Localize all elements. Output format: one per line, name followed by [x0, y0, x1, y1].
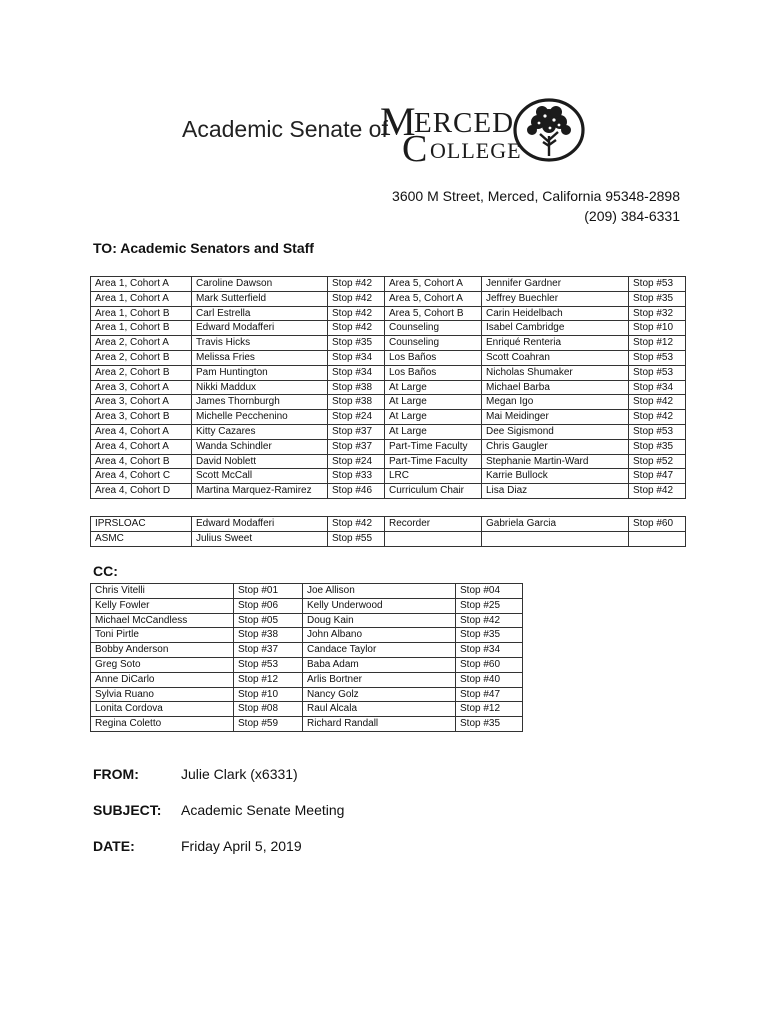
table-cell: Area 2, Cohort B — [91, 350, 192, 365]
table-cell: Nancy Golz — [303, 687, 456, 702]
table-row — [91, 291, 686, 306]
table-cell: Area 1, Cohort A — [91, 291, 192, 306]
table-cell: Kelly Underwood — [303, 598, 456, 613]
table-cell: Area 5, Cohort B — [385, 306, 482, 321]
table-cell: Area 4, Cohort A — [91, 439, 192, 454]
logo-initial-c: C — [402, 128, 428, 170]
table-cell: At Large — [385, 380, 482, 395]
table-cell: Stop #42 — [456, 613, 523, 628]
table-cell: Dee Sigismond — [482, 424, 629, 439]
table-cell: Stop #33 — [328, 469, 385, 484]
date-label: DATE: — [93, 838, 135, 854]
table-cell: Martina Marquez-Ramirez — [192, 484, 328, 499]
table-cell: Stop #42 — [328, 321, 385, 336]
table-cell: Stop #35 — [456, 717, 523, 732]
page-title: Academic Senate of — [182, 116, 388, 142]
table-cell: James Thornburgh — [192, 395, 328, 410]
table-row — [91, 410, 686, 425]
table-cell: Stop #47 — [629, 469, 686, 484]
table-cell: Stop #42 — [328, 277, 385, 292]
table-cell: Stop #53 — [629, 365, 686, 380]
table-cell: Area 2, Cohort A — [91, 336, 192, 351]
table-row — [91, 657, 523, 672]
table-row — [91, 717, 523, 732]
table-cell: Michael Barba — [482, 380, 629, 395]
table-cell: Gabriela Garcia — [482, 517, 629, 532]
table-row — [91, 517, 686, 532]
phone-number: (209) 384-6331 — [584, 208, 680, 224]
table-cell: Stop #60 — [456, 657, 523, 672]
table-cell: Stop #25 — [456, 598, 523, 613]
table-cell: Julius Sweet — [192, 531, 328, 546]
table-cell: Curriculum Chair — [385, 484, 482, 499]
table-cell: Stop #60 — [629, 517, 686, 532]
date-value: Friday April 5, 2019 — [181, 838, 302, 854]
table-cell: At Large — [385, 395, 482, 410]
table-cell: Edward Modafferi — [192, 321, 328, 336]
table-cell: Stop #35 — [328, 336, 385, 351]
table-cell: Part-Time Faculty — [385, 439, 482, 454]
table-cell: Stop #47 — [456, 687, 523, 702]
table-cell: Anne DiCarlo — [91, 672, 234, 687]
table-cell: Arlis Bortner — [303, 672, 456, 687]
table-cell: Stop #38 — [234, 628, 303, 643]
table-cell: Counseling — [385, 336, 482, 351]
table-cell: Area 1, Cohort B — [91, 306, 192, 321]
table-row — [91, 702, 523, 717]
table-cell: Pam Huntington — [192, 365, 328, 380]
table-cell: Sylvia Ruano — [91, 687, 234, 702]
subject-value: Academic Senate Meeting — [181, 802, 345, 818]
table-cell: Mai Meidinger — [482, 410, 629, 425]
table-cell: Scott McCall — [192, 469, 328, 484]
table-cell: Los Baños — [385, 365, 482, 380]
table-row — [91, 306, 686, 321]
table-cell: Nikki Maddux — [192, 380, 328, 395]
table-cell: Raul Alcala — [303, 702, 456, 717]
table-cell: Enriqué Renteria — [482, 336, 629, 351]
table-cell: At Large — [385, 410, 482, 425]
table-cell: Stop #42 — [629, 410, 686, 425]
table-cell: Greg Soto — [91, 657, 234, 672]
table-cell: Stop #34 — [629, 380, 686, 395]
table-cell: Stop #38 — [328, 395, 385, 410]
table-cell: Stop #12 — [629, 336, 686, 351]
logo-word-erced: ERCED — [414, 107, 515, 139]
table-cell: Stop #53 — [629, 350, 686, 365]
table-cell: Toni Pirtle — [91, 628, 234, 643]
table-cell: John Albano — [303, 628, 456, 643]
table-cell: Area 4, Cohort C — [91, 469, 192, 484]
table-cell: Stop #53 — [629, 424, 686, 439]
table-cell: Recorder — [385, 517, 482, 532]
table-cell: Area 5, Cohort A — [385, 291, 482, 306]
senators-table — [90, 276, 686, 499]
table-cell: Baba Adam — [303, 657, 456, 672]
subject-label: SUBJECT: — [93, 802, 162, 818]
table-cell: Mark Sutterfield — [192, 291, 328, 306]
table-cell: Doug Kain — [303, 613, 456, 628]
table-cell: Jennifer Gardner — [482, 277, 629, 292]
additional-recipients-table — [90, 516, 686, 547]
table-row — [91, 628, 523, 643]
table-cell: Stop #46 — [328, 484, 385, 499]
table-cell: Area 2, Cohort B — [91, 365, 192, 380]
table-cell: Regina Coletto — [91, 717, 234, 732]
table-cell: Stop #12 — [456, 702, 523, 717]
table-row — [91, 687, 523, 702]
table-cell: Stop #37 — [328, 439, 385, 454]
from-label: FROM: — [93, 766, 139, 782]
table-row — [91, 439, 686, 454]
table-cell: Chris Vitelli — [91, 584, 234, 599]
table-cell: Stop #42 — [328, 291, 385, 306]
table-cell: Stop #37 — [234, 643, 303, 658]
table-cell: Area 3, Cohort A — [91, 380, 192, 395]
table-cell: Stop #42 — [328, 306, 385, 321]
cc-table — [90, 583, 523, 732]
street-address: 3600 M Street, Merced, California 95348-2898 — [392, 188, 680, 204]
table-cell: Stop #55 — [328, 531, 385, 546]
table-cell: Stop #34 — [456, 643, 523, 658]
to-heading: TO: Academic Senators and Staff — [93, 240, 314, 256]
table-cell: Stop #42 — [328, 517, 385, 532]
table-cell: Michael McCandless — [91, 613, 234, 628]
table-cell: Stephanie Martin-Ward — [482, 454, 629, 469]
table-cell: Stop #24 — [328, 454, 385, 469]
table-cell: Michelle Pecchenino — [192, 410, 328, 425]
table-cell: Stop #53 — [629, 277, 686, 292]
table-cell: Carin Heidelbach — [482, 306, 629, 321]
table-cell: Stop #34 — [328, 365, 385, 380]
table-cell: Lonita Cordova — [91, 702, 234, 717]
table-cell: Stop #04 — [456, 584, 523, 599]
table-cell: Stop #06 — [234, 598, 303, 613]
table-cell: Stop #35 — [629, 291, 686, 306]
table-cell: Isabel Cambridge — [482, 321, 629, 336]
table-cell: Bobby Anderson — [91, 643, 234, 658]
table-cell: At Large — [385, 424, 482, 439]
table-cell: Stop #59 — [234, 717, 303, 732]
table-cell: Stop #42 — [629, 484, 686, 499]
table-cell: Stop #40 — [456, 672, 523, 687]
table-cell: Part-Time Faculty — [385, 454, 482, 469]
table-cell: Scott Coahran — [482, 350, 629, 365]
table-row — [91, 484, 686, 499]
table-cell: Area 1, Cohort A — [91, 277, 192, 292]
address-block — [392, 186, 680, 226]
table-cell: IPRSLOAC — [91, 517, 192, 532]
table-cell: Area 4, Cohort D — [91, 484, 192, 499]
table-cell: Area 3, Cohort A — [91, 395, 192, 410]
table-cell: Chris Gaugler — [482, 439, 629, 454]
table-row — [91, 584, 523, 599]
table-cell — [629, 531, 686, 546]
table-cell — [385, 531, 482, 546]
table-cell: Caroline Dawson — [192, 277, 328, 292]
table-cell: Stop #53 — [234, 657, 303, 672]
table-cell: Melissa Fries — [192, 350, 328, 365]
table-cell: Nicholas Shumaker — [482, 365, 629, 380]
table-cell: Stop #32 — [629, 306, 686, 321]
table-row — [91, 672, 523, 687]
table-cell: Stop #35 — [456, 628, 523, 643]
table-cell: Carl Estrella — [192, 306, 328, 321]
table-cell: Jeffrey Buechler — [482, 291, 629, 306]
table-cell: ASMC — [91, 531, 192, 546]
table-cell: Stop #10 — [629, 321, 686, 336]
table-cell: Stop #12 — [234, 672, 303, 687]
table-cell: Richard Randall — [303, 717, 456, 732]
table-cell: Stop #08 — [234, 702, 303, 717]
table-cell: Area 4, Cohort A — [91, 424, 192, 439]
table-row — [91, 277, 686, 292]
from-value: Julie Clark (x6331) — [181, 766, 298, 782]
tree-emblem-icon — [512, 98, 586, 162]
table-cell: Stop #37 — [328, 424, 385, 439]
table-cell: Stop #35 — [629, 439, 686, 454]
merced-college-logo — [380, 96, 595, 170]
table-row — [91, 365, 686, 380]
table-cell: Area 3, Cohort B — [91, 410, 192, 425]
table-row — [91, 454, 686, 469]
table-cell: Area 5, Cohort A — [385, 277, 482, 292]
table-row — [91, 469, 686, 484]
table-cell: Stop #05 — [234, 613, 303, 628]
table-cell: Kitty Cazares — [192, 424, 328, 439]
table-row — [91, 321, 686, 336]
table-row — [91, 613, 523, 628]
table-row — [91, 643, 523, 658]
table-cell: Stop #34 — [328, 350, 385, 365]
table-row — [91, 350, 686, 365]
table-cell: LRC — [385, 469, 482, 484]
table-cell: Karrie Bullock — [482, 469, 629, 484]
logo-initial-m: M — [380, 99, 416, 144]
table-cell: Stop #10 — [234, 687, 303, 702]
table-row — [91, 395, 686, 410]
table-cell: Candace Taylor — [303, 643, 456, 658]
table-cell: Stop #24 — [328, 410, 385, 425]
table-row — [91, 336, 686, 351]
cc-heading: CC: — [93, 563, 118, 579]
table-cell: Joe Allison — [303, 584, 456, 599]
table-cell: Los Baños — [385, 350, 482, 365]
table-cell: Stop #38 — [328, 380, 385, 395]
table-cell: Stop #01 — [234, 584, 303, 599]
table-cell: Lisa Diaz — [482, 484, 629, 499]
table-row — [91, 424, 686, 439]
table-cell: Stop #42 — [629, 395, 686, 410]
table-cell: David Noblett — [192, 454, 328, 469]
table-cell: Counseling — [385, 321, 482, 336]
table-cell: Area 4, Cohort B — [91, 454, 192, 469]
logo-word-ollege: OLLEGE — [430, 138, 522, 163]
table-cell — [482, 531, 629, 546]
table-cell: Wanda Schindler — [192, 439, 328, 454]
table-cell: Travis Hicks — [192, 336, 328, 351]
table-cell: Edward Modafferi — [192, 517, 328, 532]
table-cell: Megan Igo — [482, 395, 629, 410]
table-row — [91, 598, 523, 613]
table-cell: Stop #52 — [629, 454, 686, 469]
table-cell: Kelly Fowler — [91, 598, 234, 613]
table-row — [91, 531, 686, 546]
table-cell: Area 1, Cohort B — [91, 321, 192, 336]
table-row — [91, 380, 686, 395]
